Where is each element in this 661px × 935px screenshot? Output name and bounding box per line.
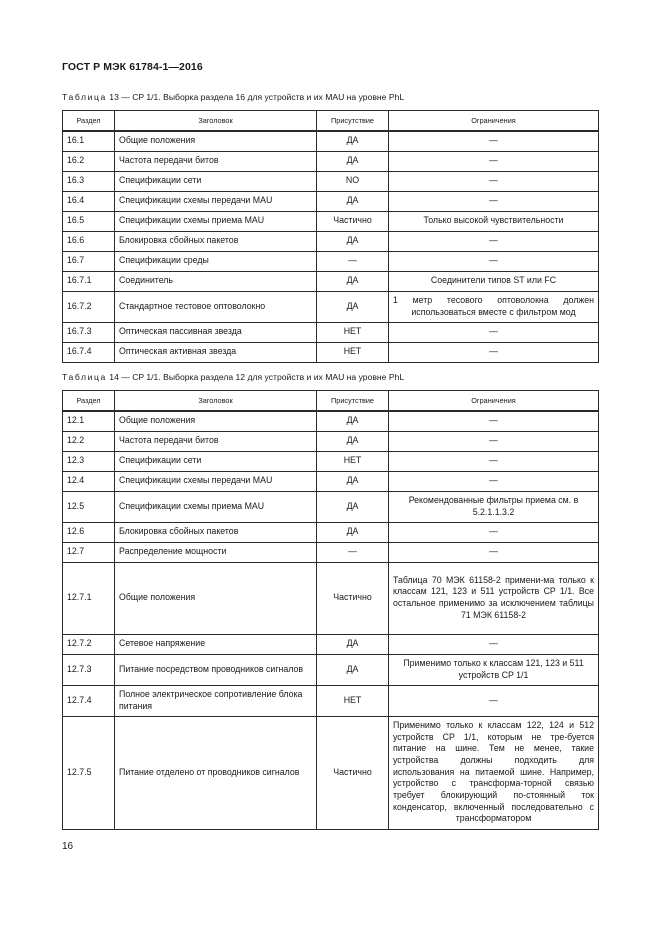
cell-limits: — xyxy=(389,251,599,271)
table-row xyxy=(63,716,599,829)
cell-section: 12.4 xyxy=(63,471,115,491)
cell-limits: — xyxy=(389,685,599,716)
cell-presence: ДА xyxy=(317,271,389,291)
cell-presence: Частично xyxy=(317,211,389,231)
page-number: 16 xyxy=(62,841,74,852)
cell-presence: ДА xyxy=(317,231,389,251)
cell-title: Стандартное тестовое оптоволокно xyxy=(115,291,317,322)
cell-presence: ДА xyxy=(317,431,389,451)
cell-section: 16.5 xyxy=(63,211,115,231)
cell-limits: — xyxy=(389,322,599,342)
cell-presence: НЕТ xyxy=(317,342,389,362)
column-header-section: Раздел xyxy=(63,111,115,132)
cell-title: Спецификации схемы приема MAU xyxy=(115,491,317,522)
cell-limits: Таблица 70 МЭК 61158-2 примени-ма только к классам 121, 123 и 511 устройств CP 1/1. Все остальное применимо за исключением таблицы 71 МЭК 61158-2 xyxy=(389,562,599,634)
cell-title: Спецификации схемы передачи MAU xyxy=(115,471,317,491)
table-row xyxy=(63,211,599,231)
cell-limits: — xyxy=(389,171,599,191)
cell-presence: ДА xyxy=(317,471,389,491)
cell-title: Спецификации сети xyxy=(115,171,317,191)
cell-presence: ДА xyxy=(317,131,389,151)
column-header-presence: Присутствие xyxy=(317,391,389,412)
table-row xyxy=(63,251,599,271)
table-row xyxy=(63,451,599,471)
cell-limits: Применимо только к классам 121, 123 и 511 устройств CP 1/1 xyxy=(389,654,599,685)
table-14-caption-text: 14 — CP 1/1. Выборка раздела 12 для устройств и их MAU на уровне PhL xyxy=(106,372,405,382)
cell-presence: ДА xyxy=(317,291,389,322)
cell-limits: Применимо только к классам 122, 124 и 512 устройств CP 1/1, которым не тре-буется питание на шине. Тем не менее, такие устройства должны подходить для использования на питаемой шине. Например, устройство с трансформа-торной связью требует блокирующий по-стоянный ток конденсатор, включенный последовательно с трансформатором xyxy=(389,716,599,829)
table-row xyxy=(63,271,599,291)
cell-limits: — xyxy=(389,151,599,171)
cell-title: Спецификации сети xyxy=(115,451,317,471)
column-header-limits: Ограничения xyxy=(389,111,599,132)
cell-limits: 1 метр тесового оптоволокна должен использоваться вместе с фильтром мод xyxy=(389,291,599,322)
cell-section: 12.6 xyxy=(63,522,115,542)
table-row xyxy=(63,491,599,522)
cell-presence: НЕТ xyxy=(317,451,389,471)
table-row xyxy=(63,231,599,251)
cell-section: 16.2 xyxy=(63,151,115,171)
table-row xyxy=(63,654,599,685)
cell-title: Оптическая активная звезда xyxy=(115,342,317,362)
table-14 xyxy=(62,390,599,830)
cell-section: 12.7 xyxy=(63,542,115,562)
cell-limits: — xyxy=(389,431,599,451)
table-14-caption xyxy=(62,372,404,382)
cell-title: Спецификации схемы приема MAU xyxy=(115,211,317,231)
table-row xyxy=(63,171,599,191)
cell-limits: — xyxy=(389,471,599,491)
cell-section: 16.3 xyxy=(63,171,115,191)
table-14-caption-prefix: Таблица xyxy=(62,372,107,382)
cell-presence: ДА xyxy=(317,151,389,171)
cell-presence: — xyxy=(317,251,389,271)
table-row xyxy=(63,322,599,342)
table-13-header-row xyxy=(63,111,599,132)
cell-section: 16.7.2 xyxy=(63,291,115,322)
cell-limits: — xyxy=(389,131,599,151)
cell-section: 12.7.2 xyxy=(63,634,115,654)
cell-section: 16.7.1 xyxy=(63,271,115,291)
cell-presence: ДА xyxy=(317,654,389,685)
cell-section: 12.7.3 xyxy=(63,654,115,685)
cell-limits: Соединители типов ST или FC xyxy=(389,271,599,291)
table-14-header-row xyxy=(63,391,599,412)
cell-title: Общие положения xyxy=(115,131,317,151)
table-row xyxy=(63,431,599,451)
cell-presence: ДА xyxy=(317,491,389,522)
table-row xyxy=(63,471,599,491)
cell-title: Общие положения xyxy=(115,411,317,431)
cell-section: 12.5 xyxy=(63,491,115,522)
table-row xyxy=(63,191,599,211)
cell-limits: — xyxy=(389,191,599,211)
cell-presence: ДА xyxy=(317,191,389,211)
table-13-caption-text: 13 — CP 1/1. Выборка раздела 16 для устройств и их MAU на уровне PhL xyxy=(106,92,405,102)
cell-presence: НЕТ xyxy=(317,685,389,716)
cell-section: 12.7.5 xyxy=(63,716,115,829)
table-13-caption-prefix: Таблица xyxy=(62,92,107,102)
cell-limits: — xyxy=(389,634,599,654)
document-header: ГОСТ Р МЭК 61784-1—2016 xyxy=(62,61,203,73)
cell-section: 12.2 xyxy=(63,431,115,451)
cell-section: 16.7.3 xyxy=(63,322,115,342)
cell-limits: — xyxy=(389,411,599,431)
cell-title: Частота передачи битов xyxy=(115,431,317,451)
table-row xyxy=(63,634,599,654)
cell-presence: НЕТ xyxy=(317,322,389,342)
table-row xyxy=(63,291,599,322)
table-row xyxy=(63,542,599,562)
table-row xyxy=(63,342,599,362)
cell-section: 12.3 xyxy=(63,451,115,471)
cell-title: Распределение мощности xyxy=(115,542,317,562)
cell-section: 12.7.4 xyxy=(63,685,115,716)
cell-title: Соединитель xyxy=(115,271,317,291)
cell-section: 12.7.1 xyxy=(63,562,115,634)
cell-title: Питание отделено от проводников сигналов xyxy=(115,716,317,829)
cell-presence: ДА xyxy=(317,411,389,431)
cell-presence: ДА xyxy=(317,522,389,542)
cell-title: Сетевое напряжение xyxy=(115,634,317,654)
cell-presence: ДА xyxy=(317,634,389,654)
table-13 xyxy=(62,110,599,363)
cell-limits: — xyxy=(389,542,599,562)
cell-title: Спецификации схемы передачи MAU xyxy=(115,191,317,211)
cell-presence: Частично xyxy=(317,562,389,634)
cell-section: 16.7 xyxy=(63,251,115,271)
table-row xyxy=(63,685,599,716)
column-header-title: Заголовок xyxy=(115,391,317,412)
cell-section: 16.1 xyxy=(63,131,115,151)
cell-presence: — xyxy=(317,542,389,562)
table-row xyxy=(63,562,599,634)
cell-title: Общие положения xyxy=(115,562,317,634)
cell-limits: Рекомендованные фильтры приема см. в 5.2.1.1.3.2 xyxy=(389,491,599,522)
cell-section: 16.4 xyxy=(63,191,115,211)
column-header-limits: Ограничения xyxy=(389,391,599,412)
cell-limits: — xyxy=(389,451,599,471)
table-row xyxy=(63,131,599,151)
cell-limits: — xyxy=(389,342,599,362)
cell-title: Оптическая пассивная звезда xyxy=(115,322,317,342)
cell-section: 16.6 xyxy=(63,231,115,251)
cell-section: 16.7.4 xyxy=(63,342,115,362)
table-row xyxy=(63,151,599,171)
cell-presence: Частично xyxy=(317,716,389,829)
table-row xyxy=(63,522,599,542)
cell-presence: NO xyxy=(317,171,389,191)
cell-title: Питание посредством проводников сигналов xyxy=(115,654,317,685)
table-row xyxy=(63,411,599,431)
cell-title: Спецификации среды xyxy=(115,251,317,271)
cell-limits: — xyxy=(389,522,599,542)
column-header-title: Заголовок xyxy=(115,111,317,132)
cell-section: 12.1 xyxy=(63,411,115,431)
cell-limits: — xyxy=(389,231,599,251)
column-header-presence: Присутствие xyxy=(317,111,389,132)
cell-title: Блокировка сбойных пакетов xyxy=(115,231,317,251)
cell-title: Блокировка сбойных пакетов xyxy=(115,522,317,542)
cell-title: Частота передачи битов xyxy=(115,151,317,171)
table-13-caption xyxy=(62,92,404,102)
column-header-section: Раздел xyxy=(63,391,115,412)
cell-limits: Только высокой чувствительности xyxy=(389,211,599,231)
cell-title: Полное электрическое сопротивление блока питания xyxy=(115,685,317,716)
